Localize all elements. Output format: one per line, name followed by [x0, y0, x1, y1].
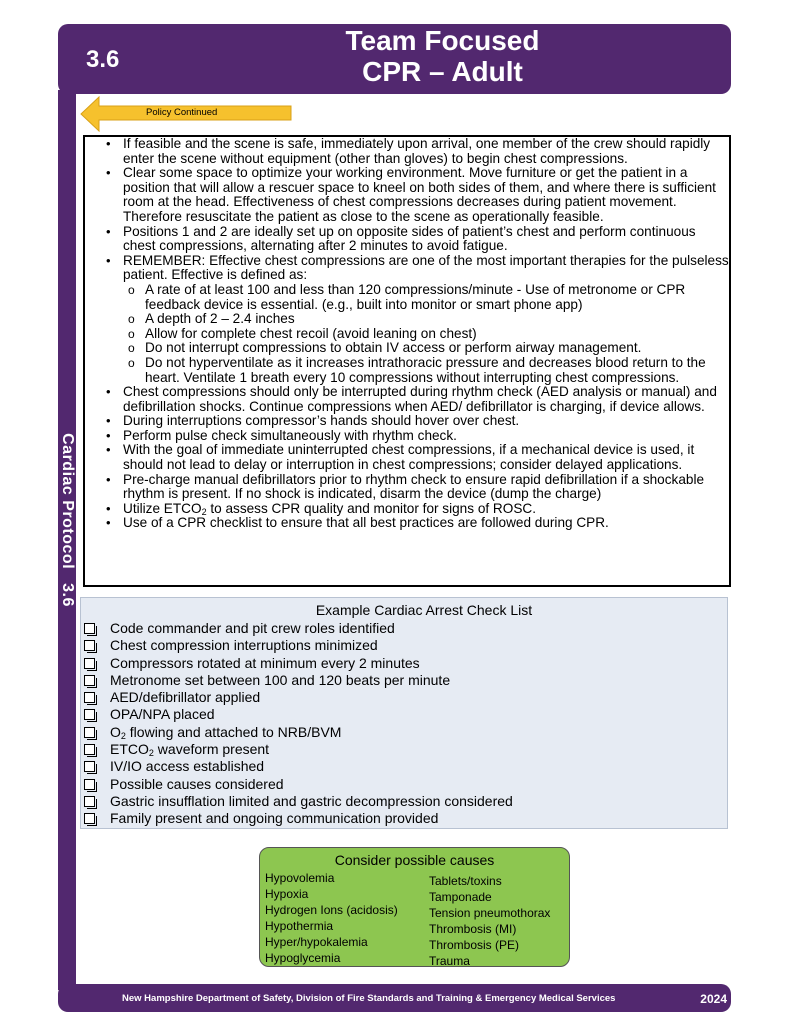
checklist-item-label: Chest compression interruptions minimized [110, 637, 378, 654]
cardiac-arrest-checklist [80, 597, 728, 829]
sub-list-item: o A rate of at least 100 and less than 120 compressions/minute - Use of metronome or CPR feedback device is essential. (e.g., built into monitor or smart phone app) [145, 283, 729, 312]
o2-text-rest: flowing and attached to NRB/BVM [125, 723, 342, 740]
checklist-item-label: Metronome set between 100 and 120 beats per minute [110, 671, 451, 688]
policy-continued-arrow [80, 96, 292, 132]
checklist-item-label: Family present and ongoing communication provided [110, 810, 439, 827]
o2-text: O [110, 723, 121, 740]
checklist-item [81, 637, 727, 654]
checkbox-icon [84, 744, 95, 755]
list-item: • Chest compressions should only be interrupted during rhythm check (AED analysis or manual) and defibrillation shocks. Continue compressions when AED/ defibrillator is charging, if device allows. [123, 385, 729, 414]
checklist-item [81, 793, 727, 810]
checklist-title: Example Cardiac Arrest Check List [315, 602, 533, 618]
checklist-item-label: IV/IO access established [110, 758, 265, 775]
cause-item: Hydrogen Ions (acidosis) [265, 903, 398, 917]
checkbox-icon [84, 623, 95, 634]
checklist-item-label: AED/defibrillator applied [110, 689, 261, 706]
sub-list [123, 283, 729, 385]
sidebar-text-number: 3.6 [59, 583, 76, 607]
checkbox-icon [84, 779, 95, 790]
checkbox-icon [84, 640, 95, 651]
subscript: 2 [120, 730, 126, 741]
checklist-item-label: OPA/NPA placed [110, 706, 215, 723]
sub-list-item: o Do not interrupt compressions to obtain IV access or perform airway management. [145, 341, 729, 356]
arrow-label: Policy Continued [146, 107, 218, 118]
title-line-2: CPR – Adult [362, 56, 523, 87]
list-item: • Perform pulse check simultaneously with rhythm check. [123, 429, 729, 444]
etco2-text: Utilize ETCO [123, 500, 202, 516]
etco2-text-rest: to assess CPR quality and monitor for signs of ROSC. [206, 500, 536, 516]
title-line-1: Team Focused [345, 25, 540, 56]
checkbox-icon [84, 761, 95, 772]
cause-item: Hypothermia [265, 919, 334, 933]
list-item [123, 502, 729, 517]
page-footer [58, 984, 731, 1012]
list-item: • During interruptions compressor’s hands should hover over chest. [123, 414, 729, 429]
etco2-text: ETCO [110, 741, 149, 758]
checklist-item [81, 810, 727, 827]
checklist-item [81, 758, 727, 775]
page-title [58, 25, 731, 87]
list-item [123, 254, 729, 385]
policy-box [83, 135, 731, 587]
cause-item: Tension pneumothorax [429, 906, 551, 920]
cause-item: Hypoglycemia [265, 951, 341, 965]
checkbox-icon [84, 813, 95, 824]
cause-item: Hyper/hypokalemia [265, 935, 368, 949]
checkbox-icon [84, 658, 95, 669]
checklist-item [81, 741, 727, 758]
cause-item: Hypoxia [265, 887, 309, 901]
checkbox-icon [84, 692, 95, 703]
cause-item: Hypovolemia [265, 871, 335, 885]
sub-list-item: o Do not hyperventilate as it increases intrathoracic pressure and decreases blood return to the heart. Ventilate 1 breath every 10 compressions without interrupting chest compressions. [145, 356, 729, 385]
checklist-item [81, 724, 727, 741]
causes-column-h [265, 870, 398, 966]
sidebar-text-main: Cardiac Protocol [59, 433, 76, 570]
list-item: • Use of a CPR checklist to ensure that all best practices are followed during CPR. [123, 516, 729, 531]
checklist-item-label: Compressors rotated at minimum every 2 minutes [110, 654, 420, 671]
footer-year: 2024 [700, 992, 727, 1006]
sub-list-item: o Allow for complete chest recoil (avoid leaning on chest) [145, 327, 729, 342]
checkbox-icon [84, 675, 95, 686]
causes-title: Consider possible causes [334, 852, 495, 868]
cause-item: Tamponade [429, 890, 492, 904]
checkbox-icon [84, 796, 95, 807]
list-item: • Positions 1 and 2 are ideally set up on opposite sides of patient’s chest and perform continuous chest compressions, alternating after 2 minutes to avoid fatigue. [123, 225, 729, 254]
cause-item: Tablets/toxins [429, 874, 502, 888]
footer-text: New Hampshire Department of Safety, Division of Fire Standards and Training & Emergency Medical Services [122, 993, 616, 1004]
checklist-item [81, 672, 727, 689]
cause-item: Trauma [429, 954, 470, 968]
subscript: 2 [201, 506, 207, 517]
checklist-item-label: Possible causes considered [110, 775, 284, 792]
checkbox-icon [84, 709, 95, 720]
policy-list [85, 137, 729, 531]
list-item: • Pre-charge manual defibrillators prior to rhythm check to ensure rapid defibrillation if a shockable rhythm is present. If no shock is indicated, disarm the device (dump the charge) [123, 473, 729, 502]
possible-causes-box [259, 847, 570, 967]
checklist-item [81, 706, 727, 723]
etco2-text-rest: waveform present [153, 741, 270, 758]
cause-item: Thrombosis (MI) [429, 922, 517, 936]
sub-list-item: o A depth of 2 – 2.4 inches [145, 312, 729, 327]
checklist-item [81, 689, 727, 706]
checklist-item [81, 620, 727, 637]
cause-item: Thrombosis (PE) [429, 938, 520, 952]
checklist-item-label: Code commander and pit crew roles identified [110, 620, 395, 636]
causes-column-t [429, 873, 550, 969]
list-item-text: REMEMBER: Effective chest compressions are one of the most important therapies for the pulseless patient. Effective is defined as: [123, 252, 729, 283]
list-item: • With the goal of immediate uninterrupted chest compressions, if a mechanical device is used, it should not lead to delay or interruption in chest compressions; consider delayed applications. [123, 443, 729, 472]
page-header [58, 24, 731, 94]
checklist-item-label: Gastric insufflation limited and gastric decompression considered [110, 792, 513, 809]
checklist-item [81, 776, 727, 793]
checklist-item [81, 655, 727, 672]
subscript: 2 [148, 748, 154, 759]
list-item: • If feasible and the scene is safe, immediately upon arrival, one member of the crew should rapidly enter the scene without equipment (other than gloves) to begin chest compressions. [123, 137, 729, 166]
sidebar-label [58, 433, 76, 607]
list-item: • Clear some space to optimize your working environment. Move furniture or get the patient in a position that will allow a rescuer space to kneel on both sides of them, and where there is sufficient room at the head. Effectiveness of chest compressions decreases during patient movement. Therefore resuscitate the patient as close to the scene as operationally feasible. [123, 166, 729, 224]
checkbox-icon [84, 727, 95, 738]
protocol-number: 3.6 [86, 46, 120, 73]
